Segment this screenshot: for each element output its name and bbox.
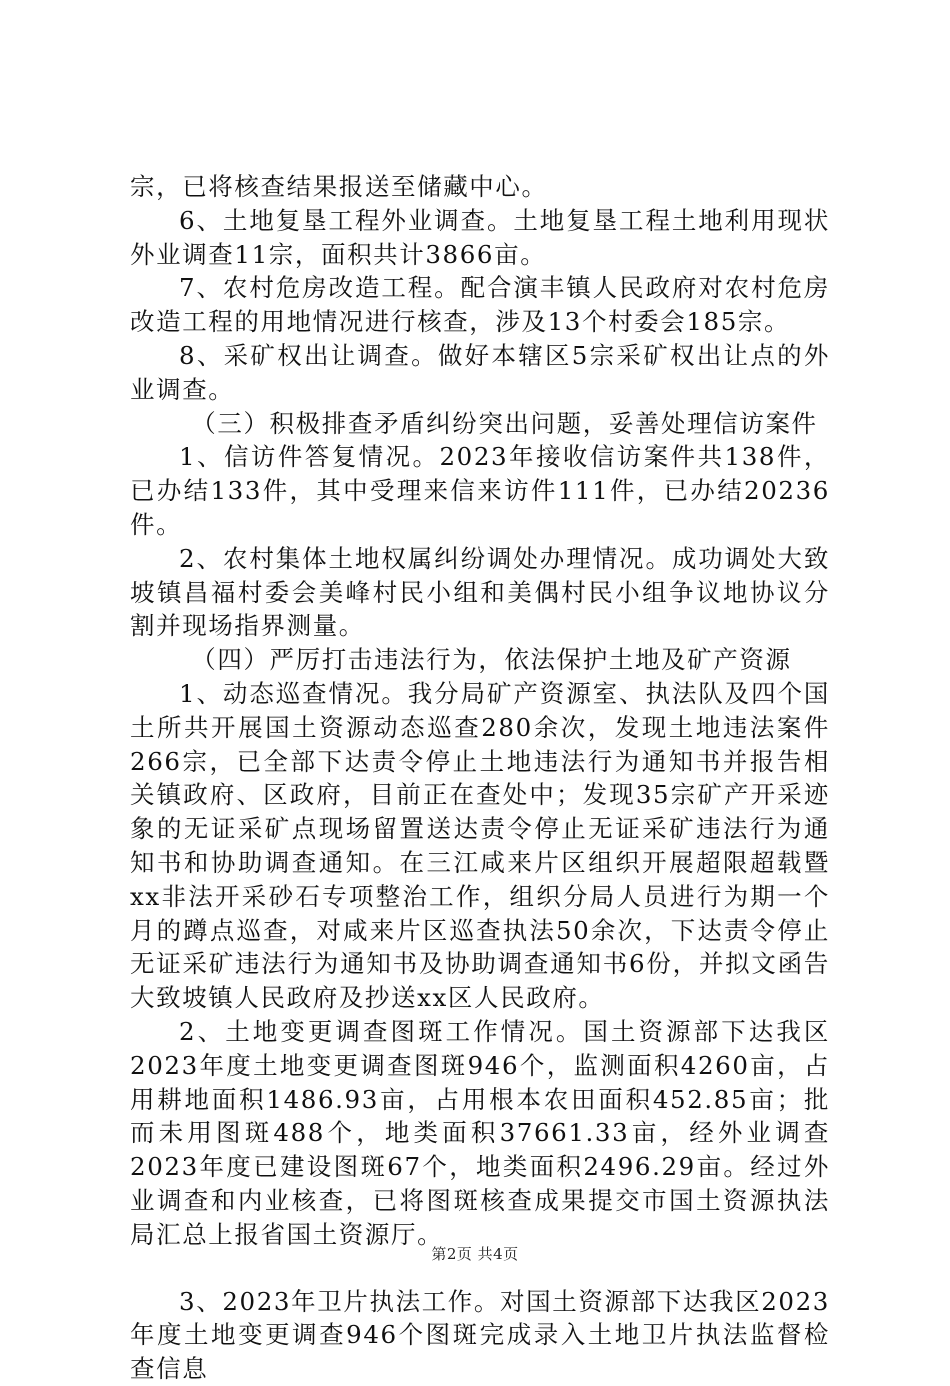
document-body: [130, 170, 830, 1386]
section-heading-4: （四）严厉打击违法行为，依法保护土地及矿产资源: [191, 645, 792, 675]
page-footer: [0, 1243, 950, 1264]
paragraph-satellite-enforcement: 3、2023年卫片执法工作。对国土资源部下达我区2023年度土地变更调查946个图斑完成录入土地卫片执法监督检查信息: [130, 1286, 830, 1384]
paragraph-dynamic-patrol: 1、动态巡查情况。我分局矿产资源室、执法队及四个国土所共开展国土资源动态巡查280余次，发现土地违法案件266宗，已全部下达责令停止土地违法行为通知书并报告相关镇政府、区政府，目前正在查处中；发现35宗矿产开采迹象的无证采矿点现场留置送达责令停止无证采矿违法行为通知书和协助调查通知。在三江咸来片区组织开展超限超载暨xx非法开采砂石专项整治工作，组织分局人员进行为期一个月的蹲点巡查，对咸来片区巡查执法50余次，下达责令停止无证采矿违法行为通知书及协助调查通知书6份，并拟文函告大致坡镇人民政府及抄送xx区人民政府。: [130, 678, 830, 1013]
paragraph-petition-replies: 1、信访件答复情况。2023年接收信访案件共138件，已办结133件，其中受理来信来访件111件，已办结20236件。: [130, 442, 830, 539]
paragraph-item-7: 7、农村危房改造工程。配合演丰镇人民政府对农村危房改造工程的用地情况进行核查，涉及13个村委会185宗。: [130, 273, 830, 337]
paragraph-item-6: 6、土地复垦工程外业调查。土地复垦工程土地利用现状外业调查11宗，面积共计3866亩。: [130, 205, 830, 269]
paragraph-land-disputes: 2、农村集体土地权属纠纷调处办理情况。成功调处大致坡镇昌福村委会美峰村民小组和美偶村民小组争议地协议分割并现场指界测量。: [130, 543, 830, 641]
page-number-label: 第2页 共4页: [431, 1245, 519, 1263]
paragraph-continuation: 宗，已将核查结果报送至储藏中心。: [130, 172, 548, 201]
section-heading-3: （三）积极排查矛盾纠纷突出问题，妥善处理信访案件: [191, 408, 818, 438]
paragraph-item-8: 8、采矿权出让调查。做好本辖区5宗采矿权出让点的外业调查。: [130, 340, 830, 404]
paragraph-land-change-survey: 2、土地变更调查图斑工作情况。国土资源部下达我区2023年度土地变更调查图斑946个，监测面积4260亩，占用耕地面积1486.93亩，占用根本农田面积452.85亩；批而未用图斑488个，地类面积37661.33亩，经外业调查2023年度已建设图斑67个，地类面积2496.29亩。经过外业调查和内业核查，已将图斑核查成果提交市国土资源执法局汇总上报省国土资源厅。: [130, 1016, 830, 1249]
